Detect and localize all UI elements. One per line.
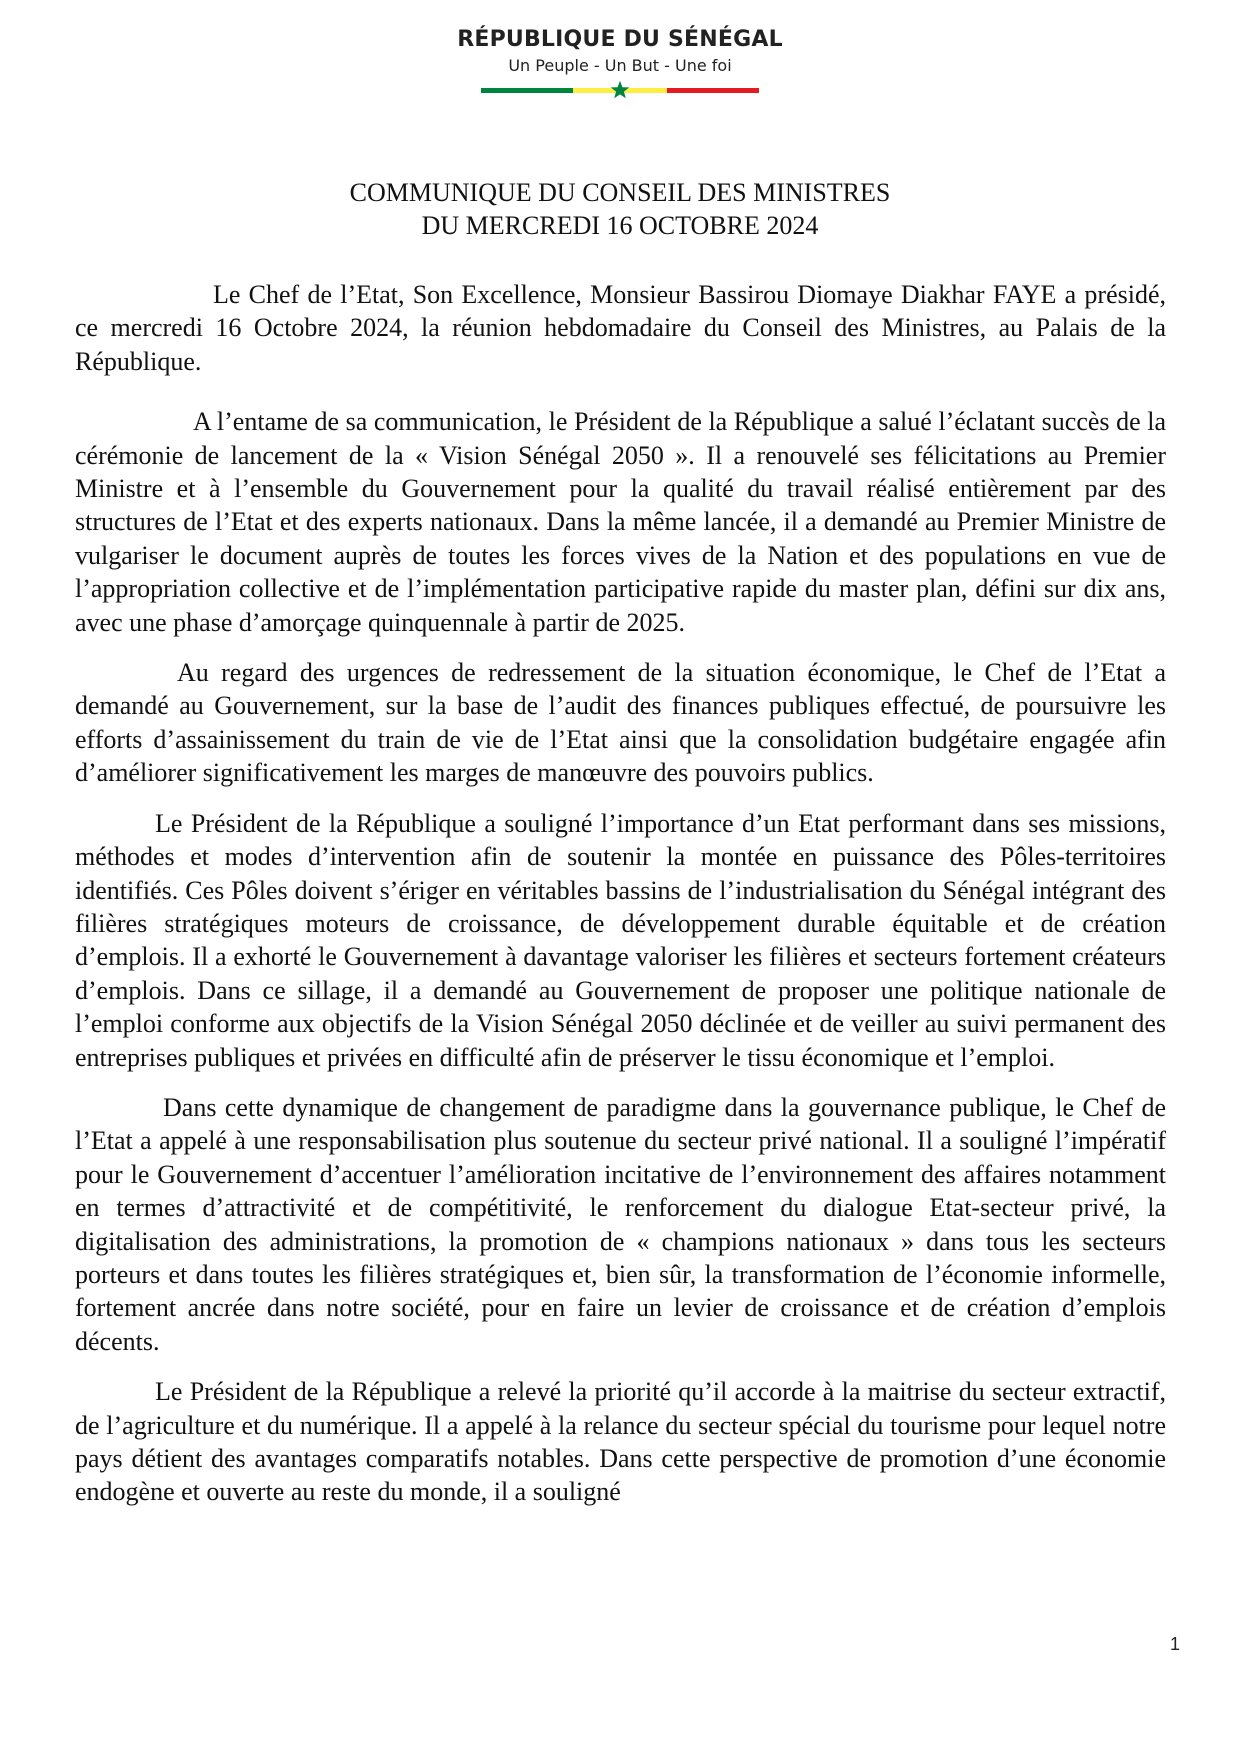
title-line-2: DU MERCREDI 16 OCTOBRE 2024 xyxy=(421,211,819,240)
paragraph-economic-recovery: Au regard des urgences de redressement de la situation économique, le Chef de l’Etat a demandé au Gouvernement, sur la base de l’audit des finances publiques effectué, de poursuivre les efforts d’assainissement du train de vie de l’Etat ainsi que la consolidation budgétaire engagée afin d’améliorer significativement les marges de manœuvre des pouvoirs publics. xyxy=(75,658,1166,788)
title-line-1: COMMUNIQUE DU CONSEIL DES MINISTRES xyxy=(349,178,891,207)
republic-name: RÉPUBLIQUE DU SÉNÉGAL xyxy=(457,27,783,52)
green-star-icon xyxy=(610,80,630,100)
flag-green-stripe xyxy=(481,88,573,93)
page-number: 1 xyxy=(1169,1634,1180,1654)
paragraph-private-sector: Dans cette dynamique de changement de paradigme dans la gouvernance publique, le Chef de l’Etat a appelé à une responsabilisation plus soutenue du secteur privé national. Il a souligné l’impératif pour le Gouvernement d’accentuer l’amélioration incitative de l’environnement des affaires notamment en termes d’attractivité et de compétitivité, le renforcement du dialogue Etat-secteur privé, la digitalisation des administrations, la promotion de « champions nationaux » dans tous les secteurs porteurs et dans toutes les filières stratégiques et, bien sûr, la transformation de l’économie informelle, fortement ancrée dans notre société, pour en faire un levier de croissance et de création d’emplois décents. xyxy=(75,1092,1166,1356)
national-motto: Un Peuple - Un But - Une foi xyxy=(508,56,732,75)
letterhead xyxy=(0,26,1240,97)
paragraph-state-performance: Le Président de la République a souligné l’importance d’un Etat performant dans ses missions, méthodes et modes d’intervention afin de soutenir la montée en puissance des Pôles-territoires identifiés. Ces Pôles doivent s’ériger en véritables bassins de l’industrialisation du Sénégal intégrant des filières stratégiques moteurs de croissance, de développement durable équitable et de création d’emplois. Il a exhorté le Gouvernement à davantage valoriser les filières et secteurs fortement créateurs d’emplois. Dans ce sillage, il a demandé au Gouvernement de proposer une politique nationale de l’emploi conforme aux objectifs de la Vision Sénégal 2050 déclinée et de veiller au suivi permanent des entreprises publiques et privées en difficulté afin de préserver le tissu économique et l’emploi. xyxy=(75,808,1166,1072)
communique-body xyxy=(75,278,1166,1526)
flag-bar xyxy=(481,83,759,97)
document-title xyxy=(0,176,1240,242)
flag-red-stripe xyxy=(667,88,759,93)
paragraph-opening: Le Chef de l’Etat, Son Excellence, Monsieur Bassirou Diomaye Diakhar FAYE a présidé, ce mercredi 16 Octobre 2024, la réunion hebdomadaire du Conseil des Ministres, au Palais de la République. xyxy=(75,280,1166,376)
paragraph-priorities: Le Président de la République a relevé la priorité qu’il accorde à la maitrise du secteur extractif, de l’agriculture et du numérique. Il a appelé à la relance du secteur spécial du tourisme pour lequel notre pays détient des avantages comparatifs notables. Dans cette perspective de promotion d’une économie endogène et ouverte au reste du monde, il a souligné xyxy=(75,1377,1166,1507)
paragraph-vision-2050: A l’entame de sa communication, le Président de la République a salué l’éclatant succès de la cérémonie de lancement de la « Vision Sénégal 2050 ». Il a renouvelé ses félicitations au Premier Ministre et à l’ensemble du Gouvernement pour la qualité du travail réalisé entièrement par des structures de l’Etat et des experts nationaux. Dans la même lancée, il a demandé au Premier Ministre de vulgariser le document auprès de toutes les forces vives de la Nation et des populations en vue de l’appropriation collective et de l’implémentation participative rapide du master plan, défini sur dix ans, avec une phase d’amorçage quinquennale à partir de 2025. xyxy=(75,407,1166,637)
